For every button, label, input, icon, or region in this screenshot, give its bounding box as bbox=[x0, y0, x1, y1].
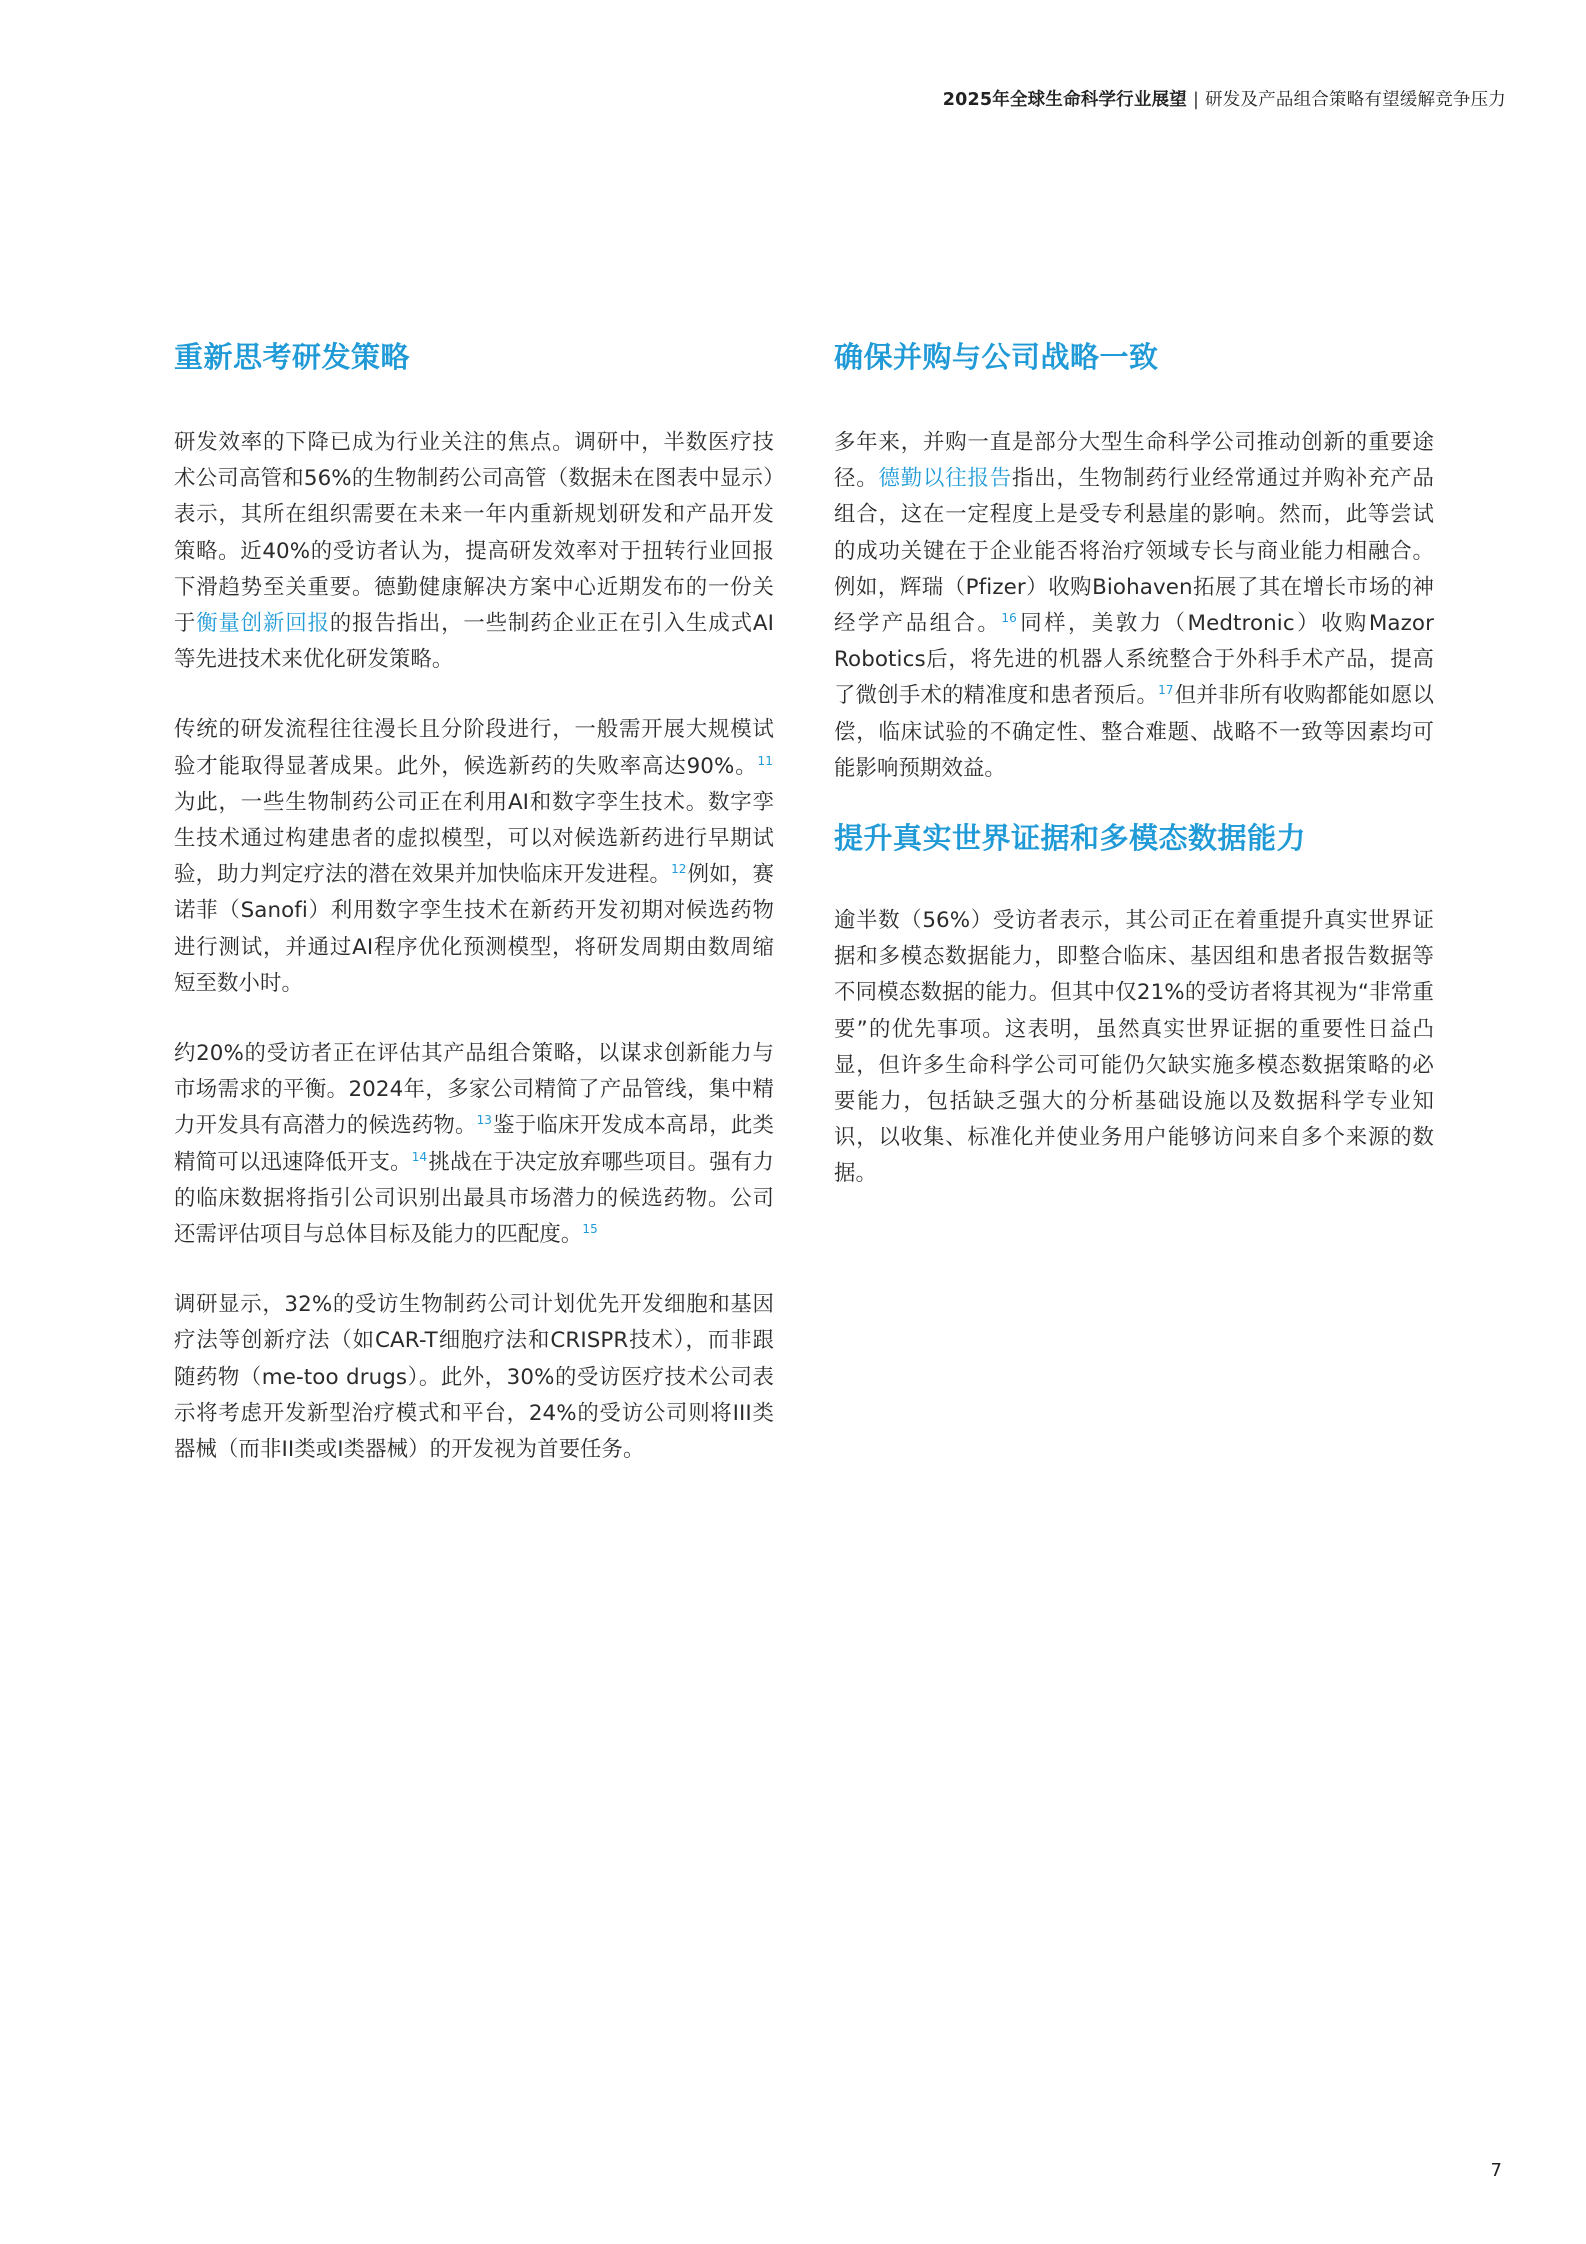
link-previous-deloitte-report[interactable]: 德勤以往报告 bbox=[878, 466, 1012, 492]
footnote-ref-16[interactable]: 16 bbox=[1001, 610, 1017, 625]
paragraph-rd-efficiency: 研发效率的下降已成为行业关注的焦点。调研中，半数医疗技术公司高管和56%的生物制药公司高管（数据未在图表中显示）表示，其所在组织需要在未来一年内重新规划研发和产品开发策略。近40%的受访者认为，提高研发效率对于扭转行业回报下滑趋势至关重要。德勤健康解决方案中心近期发布的一份关于衡量创新回报的报告指出，一些制药企业正在引入生成式AI等先进技术来优化研发策略。 bbox=[174, 430, 774, 673]
footnote-ref-17[interactable]: 17 bbox=[1158, 683, 1174, 698]
header-separator: | bbox=[1192, 90, 1200, 110]
paragraph-mergers-acquisitions: 多年来，并购一直是部分大型生命科学公司推动创新的重要途径。德勤以往报告指出，生物制药行业经常通过并购补充产品组合，这在一定程度上是受专利悬崖的影响。然而，此等尝试的成功关键在于企业能否将治疗领域专长与商业能力相融合。例如，辉瑞（Pfizer）收购Biohaven拓展了其在增长市场的神经学产品组合。$^{16}$同样，美敦力（Medtronic）收购Mazor Robotics后，将先进的机器人系统整合于外科手术产品，提高了微创手术的精准度和患者预后。$^{17}$但并非所有收购都能如愿以偿，临床试验的不确定性、整合难题、战略不一致等因素均可能影响预期效益。 bbox=[834, 430, 1434, 781]
footnote-ref-11[interactable]: 11 bbox=[757, 753, 773, 768]
header-doc-title: 2025年全球生命科学行业展望 bbox=[942, 90, 1187, 110]
page-number: 7 bbox=[1490, 2160, 1502, 2181]
heading-rethink-rd-strategy: 重新思考研发策略 bbox=[174, 340, 411, 374]
heading-real-world-evidence: 提升真实世界证据和多模态数据能力 bbox=[834, 821, 1307, 856]
footnote-ref-12[interactable]: 12 bbox=[671, 862, 687, 877]
right-column bbox=[834, 336, 1434, 1193]
paragraph-innovative-therapies: 调研显示，32%的受访生物制药公司计划优先开发细胞和基因疗法等创新疗法（如CAR-T细胞疗法和CRISPR技术），而非跟随药物（me-too drugs）。此外，30%的受访医疗技术公司表示将考虑开发新型治疗模式和平台，24%的受访公司则将III类器械（而非II类或I类器械）的开发视为首要任务。 bbox=[174, 1292, 774, 1463]
paragraph-multimodal-data: 逾半数（56%）受访者表示，其公司正在着重提升真实世界证据和多模态数据能力，即整合临床、基因组和患者报告数据等不同模态数据的能力。但其中仅21%的受访者将其视为“非常重要”的优先事项。这表明，虽然真实世界证据的重要性日益凸显，但许多生命科学公司可能仍欠缺实施多模态数据策略的必要能力，包括缺乏强大的分析基础设施以及数据科学专业知识，以收集、标准化并使业务用户能够访问来自多个来源的数据。 bbox=[834, 908, 1434, 1187]
heading-ma-alignment: 确保并购与公司战略一致 bbox=[834, 340, 1159, 374]
paragraph-portfolio-strategy: 约20%的受访者正在评估其产品组合策略，以谋求创新能力与市场需求的平衡。2024年，多家公司精简了产品管线，集中精力开发具有高潜力的候选药物。$^{13}$鉴于临床开发成本高昂，此类精简可以迅速降低开支。$^{14}$挑战在于决定放弃哪些项目。强有力的临床数据将指引公司识别出最具市场潜力的候选药物。公司还需评估项目与总体目标及能力的匹配度。$^{15}$ bbox=[174, 1041, 774, 1248]
link-measuring-innovation-return[interactable]: 衡量创新回报 bbox=[196, 611, 330, 637]
footnote-ref-14[interactable]: 14 bbox=[411, 1149, 428, 1164]
left-column bbox=[174, 336, 774, 1468]
running-header bbox=[943, 86, 1506, 111]
footnote-ref-15[interactable]: 15 bbox=[582, 1221, 598, 1236]
header-section-title: 研发及产品组合策略有望缓解竞争压力 bbox=[1205, 90, 1506, 110]
paragraph-digital-twin: 传统的研发流程往往漫长且分阶段进行，一般需开展大规模试验才能取得显著成果。此外，候选新药的失败率高达90%。$^{11}$为此，一些生物制药公司正在利用AI和数字孪生技术。数字孪生技术通过构建患者的虚拟模型，可以对候选新药进行早期试验，助力判定疗法的潜在效果并加快临床开发进程。$^{12}$例如，赛诺菲（Sanofi）利用数字孪生技术在新药开发初期对候选药物进行测试，并通过AI程序优化预测模型，将研发周期由数周缩短至数小时。 bbox=[174, 717, 774, 996]
footnote-ref-13[interactable]: 13 bbox=[476, 1113, 493, 1128]
